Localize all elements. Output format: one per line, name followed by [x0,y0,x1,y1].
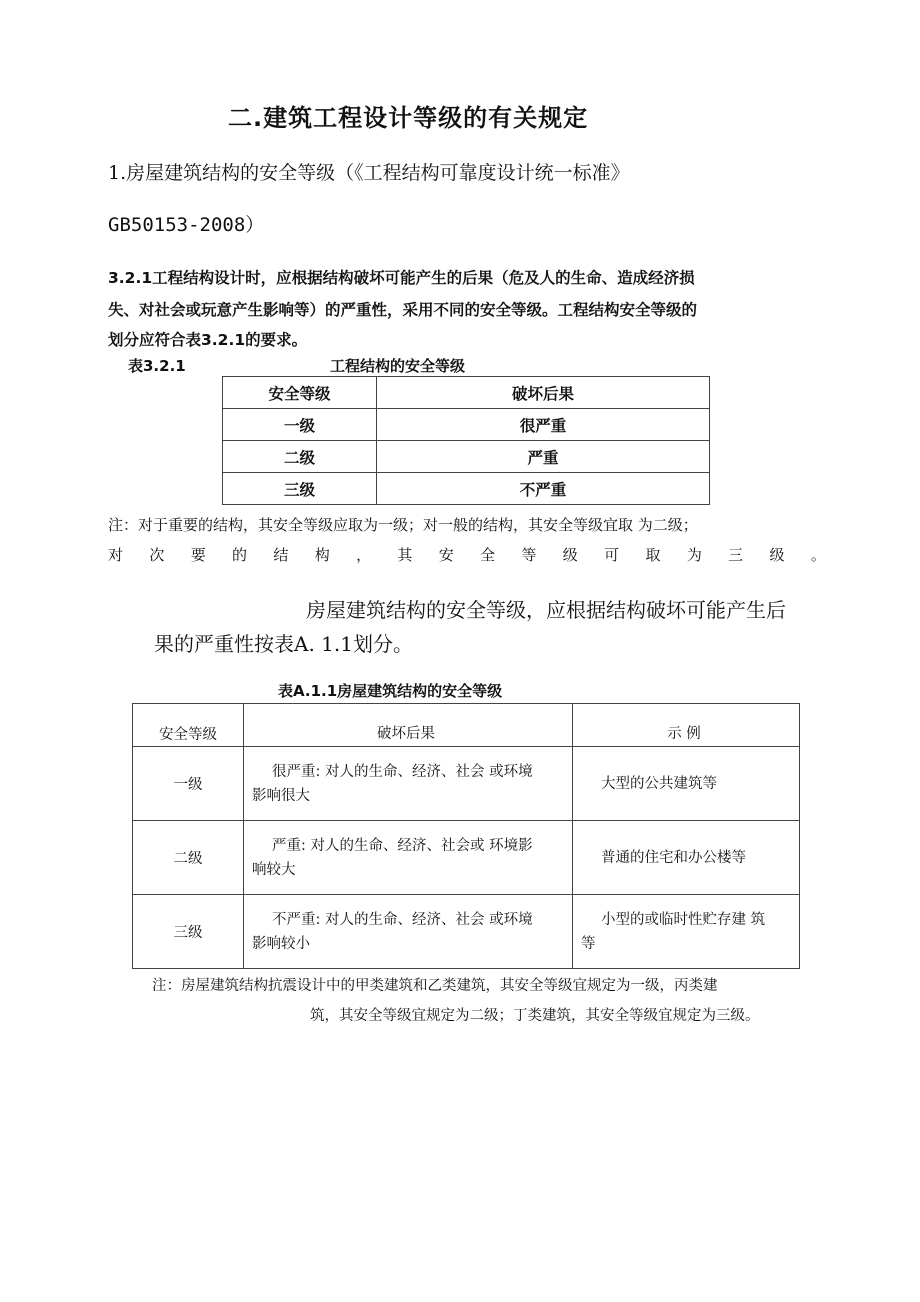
table-number-label: 表3.2.1 [128,357,186,375]
table-header-cell: 示 例 [573,704,800,747]
note-char: 级 [769,546,785,564]
table-cell-level: 二级 [133,821,244,895]
page-title: 二.建筑工程设计等级的有关规定 [228,104,589,132]
table-note: 注：房屋建筑结构抗震设计中的甲类建筑和乙类建筑，其安全等级宜规定为一级，丙类建 [152,978,718,994]
building-safety-level-table [132,703,800,969]
note-char: 次 [149,546,165,564]
cell-text: 影响很大 [252,787,310,804]
note-char: 三 [728,546,744,564]
cell-text: 等 [581,935,596,952]
table-cell-example [573,821,800,895]
table-header-cell: 安全等级 [133,704,244,747]
table-cell-consequence [244,747,573,821]
table-cell: 二级 [223,441,377,473]
cell-line [244,784,568,808]
table-caption: 表A.1.1房屋建筑结构的安全等级 [278,682,503,700]
paragraph-line: 果的严重性按表A. 1.1划分。 [154,632,413,656]
note-char: 为 [686,546,702,564]
clause-text-line: 划分应符合表3.2.1的要求。 [108,331,308,349]
table-cell: 一级 [223,409,377,441]
note-char: 要 [190,546,206,564]
note-char: ， [356,546,372,564]
cell-line [573,932,795,956]
cell-line [573,846,795,870]
note-char: 可 [604,546,620,564]
table-header-cell: 破坏后果 [377,377,710,409]
note-char: 全 [480,546,496,564]
section-heading-standard-code: GB50153-2008） [108,214,265,236]
clause-text-line: 失、对社会或玩意产生影响等）的严重性，采用不同的安全等级。工程结构安全等级的 [108,301,698,319]
note-char: 安 [438,546,454,564]
table-header-row [223,377,710,409]
cell-line [573,908,795,932]
table-row [133,821,800,895]
cell-text: 普通的住宅和办公楼等 [601,849,746,866]
table-header-cell: 安全等级 [223,377,377,409]
cell-text: 影响较小 [252,935,310,952]
table-cell: 严重 [377,441,710,473]
table-row [133,895,800,969]
note-char: 。 [810,546,826,564]
table-cell: 三级 [223,473,377,505]
table-cell-example [573,895,800,969]
table-row [223,441,710,473]
cell-line [244,908,568,932]
note-char: 结 [273,546,289,564]
cell-line [244,760,568,784]
table-header-row [133,704,800,747]
note-char: 等 [521,546,537,564]
table-row [133,747,800,821]
cell-text: 不严重: 对人的生命、经济、社会 或环境 [272,911,533,928]
note-char: 的 [232,546,248,564]
table-row [223,473,710,505]
paragraph-line: 房屋建筑结构的安全等级，应根据结构破坏可能产生后 [306,598,786,622]
table-cell-consequence [244,895,573,969]
cell-line [573,772,795,796]
note-char: 级 [562,546,578,564]
table-caption: 工程结构的安全等级 [330,357,466,375]
table-note: 注：对于重要的结构，其安全等级应取为一级；对一般的结构，其安全等级宜取 为二级； [108,516,698,534]
table-row [223,409,710,441]
table-note: 筑，其安全等级宜规定为二级；丁类建筑，其安全等级宜规定为三级。 [310,1008,760,1024]
note-char: 构 [314,546,330,564]
table-cell-example [573,747,800,821]
table-header-cell: 破坏后果 [244,704,573,747]
note-char: 取 [645,546,661,564]
cell-line [244,932,568,956]
table-note-justified [108,544,826,565]
cell-text: 大型的公共建筑等 [601,775,717,792]
note-char: 对 [108,546,124,564]
table-cell-level: 一级 [133,747,244,821]
table-cell: 很严重 [377,409,710,441]
cell-line [244,858,568,882]
note-char: 其 [397,546,413,564]
cell-line [244,834,568,858]
table-cell-level: 三级 [133,895,244,969]
cell-text: 响较大 [252,861,296,878]
clause-text-line: 3.2.1工程结构设计时，应根据结构破坏可能产生的后果（危及人的生命、造成经济损 [108,269,695,287]
cell-text: 很严重: 对人的生命、经济、社会 或环境 [272,763,533,780]
table-cell-consequence [244,821,573,895]
cell-text: 小型的或临时性贮存建 筑 [601,911,766,928]
section-heading: 1.房屋建筑结构的安全等级（《工程结构可靠度设计统一标准》 [108,162,630,184]
safety-level-table [222,376,710,505]
cell-text: 严重: 对人的生命、经济、社会或 环境影 [272,837,533,854]
table-cell: 不严重 [377,473,710,505]
